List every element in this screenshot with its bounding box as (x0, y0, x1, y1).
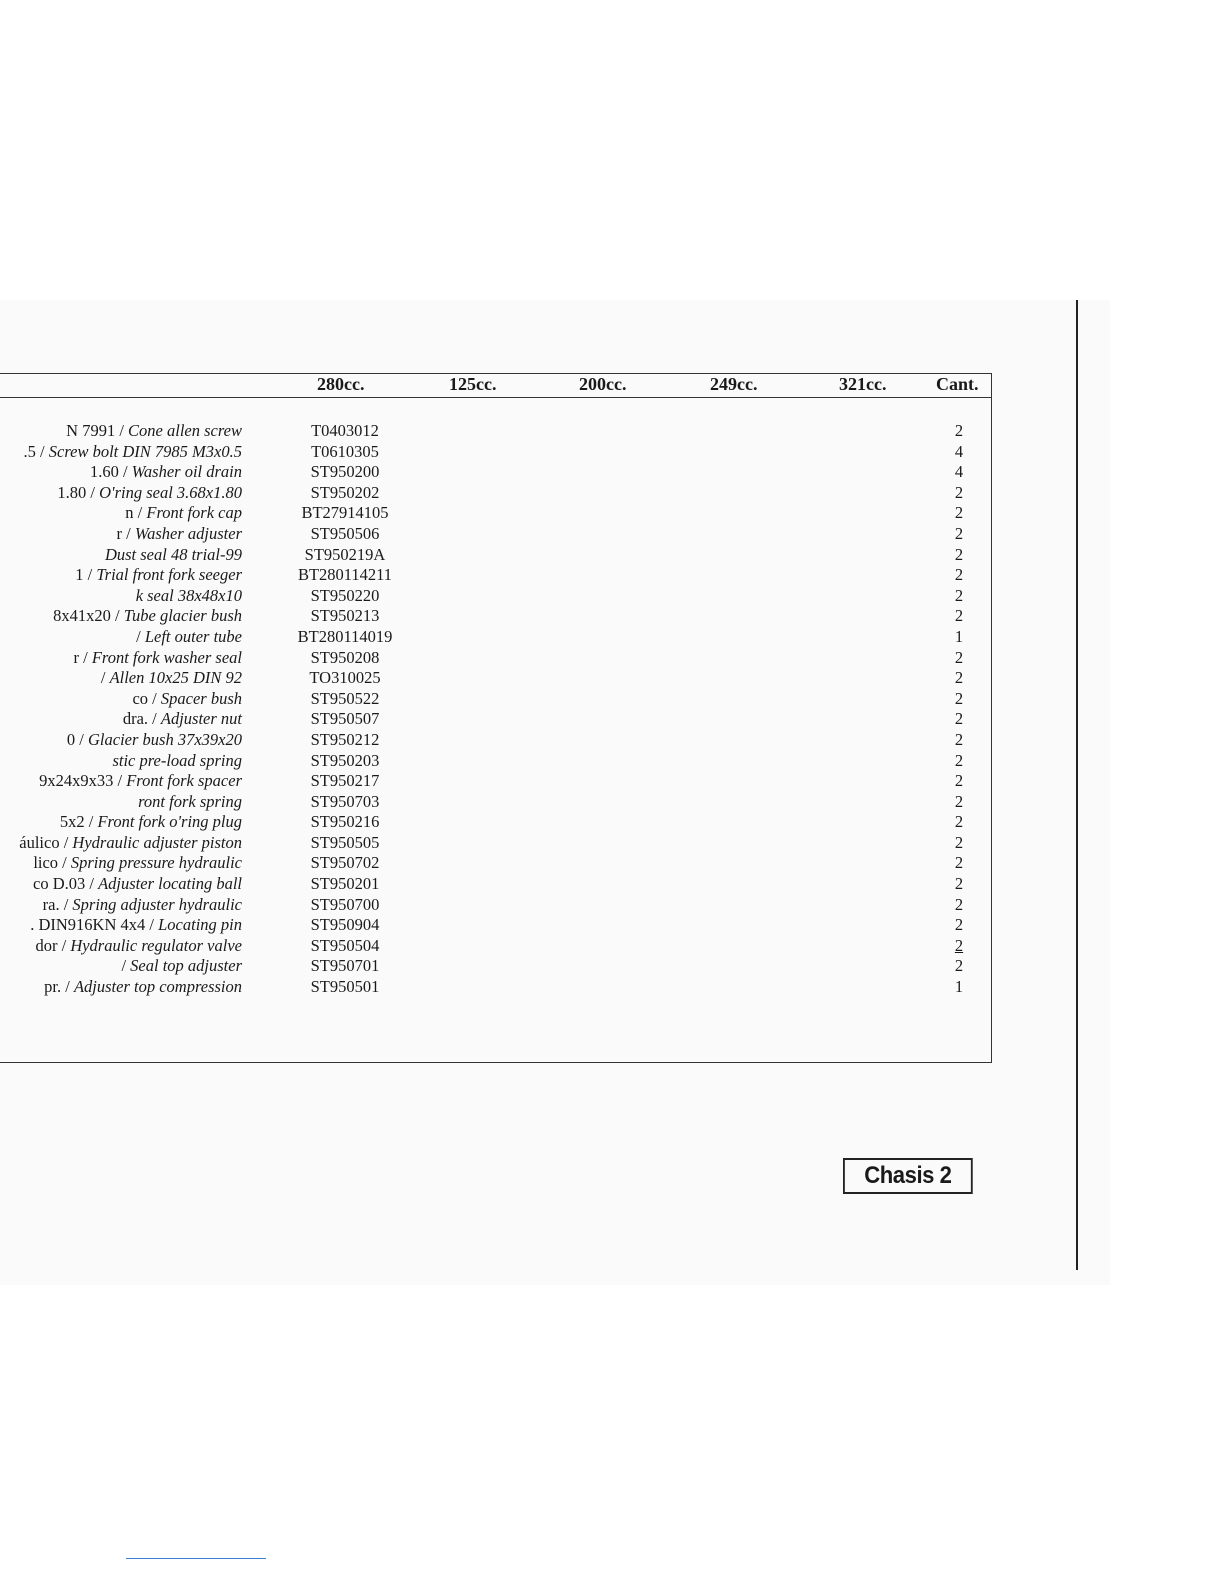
part-description (44, 977, 242, 997)
part-code-280cc: ST950200 (310, 462, 380, 482)
part-description-english: Seal top adjuster (130, 956, 242, 976)
table-row (0, 956, 992, 977)
part-quantity: 2 (954, 935, 964, 955)
part-description-english: Spacer bush (160, 688, 242, 708)
part-description (66, 421, 242, 441)
part-description-english: Adjuster top compression (73, 977, 242, 997)
table-row (0, 462, 992, 483)
part-description (138, 792, 242, 812)
part-description-english: Adjuster nut (160, 709, 242, 729)
part-description-spanish: / (121, 956, 131, 976)
part-description-english: Trial front fork seeger (96, 565, 242, 585)
part-code-280cc: ST950202 (310, 482, 380, 502)
part-code-280cc: ST950700 (310, 894, 380, 914)
table-row (0, 936, 992, 957)
part-quantity: 2 (954, 503, 964, 523)
part-description-spanish: lico / (33, 853, 71, 873)
part-description-spanish: r / (116, 523, 135, 543)
part-description (101, 668, 242, 688)
part-description-english: ront fork spring (138, 791, 242, 811)
header-249cc: 249cc. (710, 374, 758, 394)
part-description-spanish: 0 / (66, 729, 89, 749)
part-quantity: 2 (954, 709, 964, 729)
table-row (0, 709, 992, 730)
part-quantity: 2 (954, 874, 964, 894)
part-quantity: 2 (954, 668, 964, 688)
part-description (57, 483, 242, 503)
table-row (0, 421, 992, 442)
part-code-280cc: ST950703 (310, 791, 380, 811)
table-row (0, 751, 992, 772)
header-280cc: 280cc. (317, 374, 365, 394)
part-quantity: 2 (954, 729, 964, 749)
part-code-280cc: BT280114211 (297, 565, 393, 585)
part-description-english: Screw bolt DIN 7985 M3x0.5 (48, 441, 242, 461)
table-row (0, 503, 992, 524)
part-quantity: 4 (954, 441, 964, 461)
part-description (136, 586, 242, 606)
part-description-spanish: 8x41x20 / (53, 606, 124, 626)
part-quantity: 1 (954, 626, 964, 646)
part-code-280cc: ST950213 (310, 606, 380, 626)
part-quantity: 2 (954, 585, 964, 605)
part-description (112, 751, 242, 771)
part-code-280cc: ST950505 (310, 832, 380, 852)
part-code-280cc: ST950217 (310, 771, 380, 791)
part-quantity: 1 (954, 977, 964, 997)
part-description-spanish: dor / (35, 935, 71, 955)
parts-table-body (0, 421, 992, 998)
part-description-english: Front fork cap (146, 503, 242, 523)
part-code-280cc: ST950219A (304, 544, 386, 564)
part-description-english: Glacier bush 37x39x20 (88, 729, 242, 749)
part-description-english: Spring pressure hydraulic (70, 853, 242, 873)
part-description-spanish: co / (132, 688, 161, 708)
part-description (136, 627, 242, 647)
part-description (33, 853, 242, 873)
part-description-spanish: 5x2 / (59, 812, 98, 832)
part-code-280cc: ST950208 (310, 647, 380, 667)
part-quantity: 2 (954, 688, 964, 708)
part-quantity: 2 (954, 606, 964, 626)
part-description-spanish: dra. / (122, 709, 161, 729)
part-description (105, 545, 242, 565)
scan-artifact-line (126, 1558, 266, 1559)
part-description-spanish: 1.80 / (57, 482, 100, 502)
part-description-english: Left outer tube (144, 626, 242, 646)
section-label-badge: Chasis 2 (843, 1158, 973, 1194)
part-code-280cc: ST950212 (310, 729, 380, 749)
part-description-spanish: co D.03 / (33, 874, 99, 894)
part-description-spanish: ra. / (42, 894, 73, 914)
part-code-280cc: ST950203 (310, 750, 380, 770)
table-row (0, 812, 992, 833)
part-description (67, 730, 242, 750)
part-description (35, 936, 242, 956)
part-description-english: stic pre-load spring (112, 750, 242, 770)
table-row (0, 833, 992, 854)
part-quantity: 2 (954, 771, 964, 791)
part-code-280cc: ST950904 (310, 915, 380, 935)
table-row (0, 565, 992, 586)
table-row (0, 606, 992, 627)
part-description-english: Adjuster locating ball (98, 874, 242, 894)
part-quantity: 2 (954, 565, 964, 585)
header-125cc: 125cc. (449, 374, 497, 394)
part-description (117, 524, 242, 544)
part-code-280cc: ST950216 (310, 812, 380, 832)
parts-table-header (0, 373, 992, 398)
part-description-english: Cone allen screw (128, 421, 242, 440)
table-row (0, 977, 992, 998)
part-quantity: 2 (954, 791, 964, 811)
table-row (0, 874, 992, 895)
part-description (132, 689, 242, 709)
table-row (0, 792, 992, 813)
part-quantity: 2 (954, 956, 964, 976)
table-row (0, 771, 992, 792)
part-description-english: Hydraulic regulator valve (70, 935, 242, 955)
table-row (0, 895, 992, 916)
part-quantity: 2 (954, 647, 964, 667)
part-quantity: 2 (954, 915, 964, 935)
part-description-spanish: r / (73, 647, 92, 667)
part-code-280cc: ST950501 (310, 977, 380, 997)
part-description-english: Washer oil drain (131, 462, 242, 482)
table-row (0, 668, 992, 689)
part-quantity: 2 (954, 832, 964, 852)
part-code-280cc: ST950201 (310, 874, 380, 894)
part-description-spanish: / (100, 668, 110, 688)
part-code-280cc: T0403012 (311, 421, 379, 440)
part-code-280cc: ST950522 (310, 688, 380, 708)
part-description (19, 833, 242, 853)
part-code-280cc: BT280114019 (297, 626, 393, 646)
part-quantity: 2 (954, 523, 964, 543)
part-description-spanish: pr. / (44, 977, 74, 997)
header-quantity: Cant. (936, 374, 979, 394)
part-description (39, 771, 242, 791)
part-description-english: Allen 10x25 DIN 92 (109, 668, 242, 688)
part-quantity: 2 (954, 482, 964, 502)
part-quantity: 2 (954, 812, 964, 832)
part-description (30, 915, 242, 935)
part-description-spanish: / (136, 626, 145, 646)
table-row (0, 627, 992, 648)
header-321cc: 321cc. (839, 374, 887, 394)
part-description-spanish: 1.60 / (89, 462, 132, 482)
table-row (0, 524, 992, 545)
part-quantity: 4 (954, 462, 964, 482)
part-quantity: 2 (954, 421, 964, 440)
table-row (0, 915, 992, 936)
part-description-english: O'ring seal 3.68x1.80 (99, 482, 242, 502)
part-description-english: Spring adjuster hydraulic (72, 894, 242, 914)
part-description-english: Front fork o'ring plug (97, 812, 242, 832)
table-row (0, 545, 992, 566)
part-description (121, 956, 242, 976)
part-code-280cc: ST950701 (310, 956, 380, 976)
part-code-280cc: ST950220 (310, 585, 380, 605)
part-description-english: Washer adjuster (134, 523, 242, 543)
part-description-english: Dust seal 48 trial-99 (104, 544, 242, 564)
part-description-spanish: 9x24x9x33 / (39, 771, 127, 791)
page-edge-rule (1076, 300, 1078, 1270)
table-row (0, 853, 992, 874)
part-description (24, 442, 242, 462)
part-description-english: Tube glacier bush (123, 606, 242, 626)
part-description-english: Locating pin (158, 915, 242, 935)
part-code-280cc: T0610305 (311, 441, 379, 461)
table-row (0, 689, 992, 710)
part-description (60, 812, 242, 832)
part-code-280cc: ST950504 (310, 935, 380, 955)
part-description (90, 462, 242, 482)
part-description (75, 565, 242, 585)
table-row (0, 648, 992, 669)
table-row (0, 586, 992, 607)
part-code-280cc: ST950702 (310, 853, 380, 873)
part-description-spanish: . DIN916KN 4x4 / (30, 915, 159, 935)
part-description-english: k seal 38x48x10 (135, 585, 242, 605)
header-200cc: 200cc. (579, 374, 627, 394)
part-description-english: Front fork washer seal (91, 647, 242, 667)
part-quantity: 2 (954, 853, 964, 873)
part-description-english: Hydraulic adjuster piston (72, 832, 242, 852)
table-row (0, 483, 992, 504)
part-description (73, 648, 242, 668)
part-code-280cc: ST950506 (310, 523, 380, 543)
part-quantity: 2 (954, 544, 964, 564)
part-description-spanish: N 7991 / (66, 421, 129, 440)
part-code-280cc: BT27914105 (301, 503, 389, 523)
part-description (123, 709, 242, 729)
part-description-spanish: áulico / (19, 832, 73, 852)
part-description-spanish: .5 / (23, 441, 49, 461)
part-description (43, 895, 242, 915)
table-row (0, 442, 992, 463)
part-description-english: Front fork spacer (126, 771, 242, 791)
part-description (33, 874, 242, 894)
part-description-spanish: n / (125, 503, 147, 523)
part-description-spanish: 1 / (75, 565, 97, 585)
table-row (0, 730, 992, 751)
part-description (125, 503, 242, 523)
part-code-280cc: TO310025 (309, 668, 381, 688)
part-quantity: 2 (954, 894, 964, 914)
part-code-280cc: ST950507 (310, 709, 380, 729)
part-quantity: 2 (954, 750, 964, 770)
part-description (53, 606, 242, 626)
